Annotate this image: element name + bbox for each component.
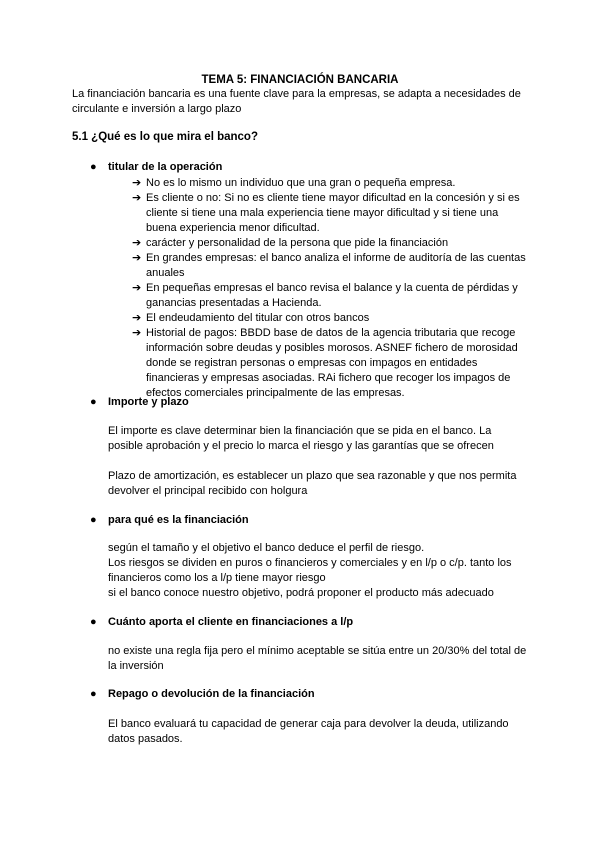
list-item: ➔ Historial de pagos: BBDD base de datos de la agencia tributaria que recoge información sobre deudas y posibles morosos. ASNEF fichero de morosidad donde se registran personas o empresas con impagos en entidades financieras y empresas asociadas. RAi fichero que recoger los impagos de efectos comerciales principalmente de las empresas. [132, 327, 518, 399]
bullet-icon: ● [90, 396, 97, 408]
bullet-heading: Importe y plazo [108, 396, 189, 408]
list-item: ➔ Es cliente o no: Si no es cliente tiene mayor dificultad en la concesión y si es cliente si tiene una mala experiencia tiene mayor dificultad y si tiene una buena experiencia menor dificultad. [132, 192, 520, 234]
arrow-icon: ➔ [132, 192, 142, 204]
paragraph: si el banco conoce nuestro objetivo, podrá proponer el producto más adecuado [108, 587, 494, 599]
bullet-heading: Cuánto aporta el cliente en financiaciones a l/p [108, 616, 354, 628]
bullet-titular [90, 160, 520, 175]
paragraph: Plazo de amortización, es establecer un plazo que sea razonable y que nos permita devolver el principal recibido con holgura [108, 470, 517, 497]
list-item: ➔ En pequeñas empresas el banco revisa el balance y la cuenta de pérdidas y ganancias presentadas a Hacienda. [132, 282, 518, 309]
arrow-icon: ➔ [132, 177, 142, 189]
sublist-titular [132, 176, 527, 401]
bullet-para-que [90, 513, 520, 528]
list-item: ➔ En grandes empresas: el banco analiza el informe de auditoría de las cuentas anuales [132, 252, 526, 279]
bullet-icon: ● [90, 161, 97, 173]
document-title: TEMA 5: FINANCIACIÓN BANCARIA [201, 74, 399, 86]
bullet-heading: titular de la operación [108, 161, 223, 173]
intro-paragraph: La financiación bancaria es una fuente clave para la empresas, se adapta a necesidades de circulante e inversión a largo plazo [72, 88, 521, 115]
bullet-importe [90, 395, 520, 410]
arrow-icon: ➔ [132, 327, 142, 339]
paragraph: Los riesgos se dividen en puros o financieros y comerciales y en l/p o c/p. tanto los financieros como los a l/p tiene mayor riesgo [108, 557, 512, 584]
bullet-icon: ● [90, 514, 97, 526]
bullet-heading: Repago o devolución de la financiación [108, 688, 315, 700]
arrow-icon: ➔ [132, 312, 142, 324]
arrow-icon: ➔ [132, 282, 142, 294]
paragraph: no existe una regla fija pero el mínimo aceptable se sitúa entre un 20/30% del total de la inversión [108, 645, 527, 672]
paragraph: según el tamaño y el objetivo el banco deduce el perfil de riesgo. [108, 542, 425, 554]
paragraph: El banco evaluará tu capacidad de generar caja para devolver la deuda, utilizando datos pasados. [108, 718, 509, 745]
arrow-icon: ➔ [132, 252, 142, 264]
bullet-cuanto-aporta [90, 615, 520, 630]
bullet-heading: para qué es la financiación [108, 514, 249, 526]
paragraph: El importe es clave determinar bien la financiación que se pida en el banco. La posible aprobación y el precio lo marca el riesgo y las garantías que se ofrecen [108, 425, 494, 452]
arrow-icon: ➔ [132, 237, 142, 249]
bullet-icon: ● [90, 688, 97, 700]
bullet-icon: ● [90, 616, 97, 628]
bullet-repago [90, 687, 520, 702]
list-item: ➔ El endeudamiento del titular con otros bancos [132, 312, 370, 324]
list-item: ➔ No es lo mismo un individuo que una gran o pequeña empresa. [132, 177, 456, 189]
list-item: ➔ carácter y personalidad de la persona que pide la financiación [132, 237, 449, 249]
section-heading: 5.1 ¿Qué es lo que mira el banco? [72, 131, 258, 143]
